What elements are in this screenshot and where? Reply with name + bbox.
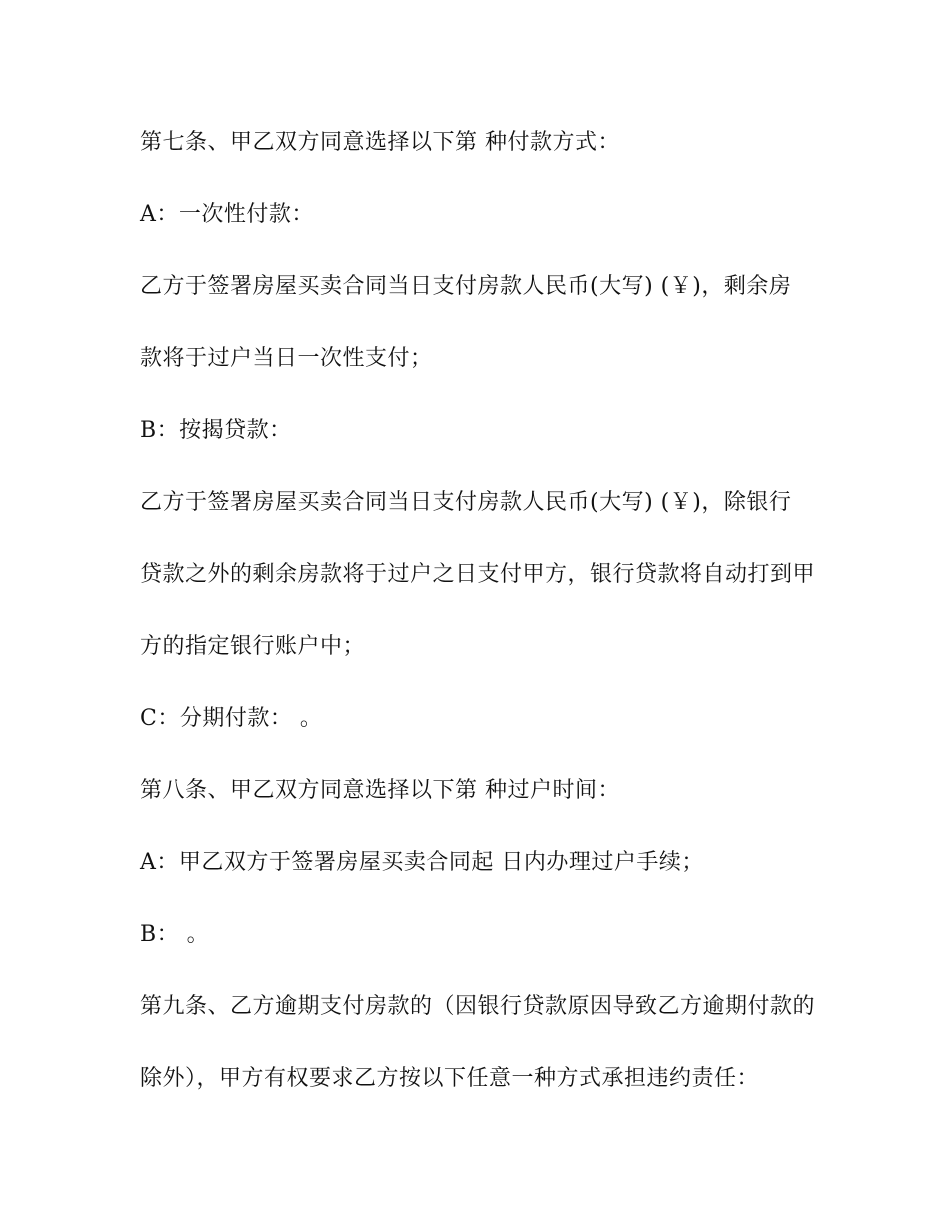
paragraph-line: 贷款之外的剩余房款将于过户之日支付甲方，银行贷款将自动打到甲 <box>140 562 816 587</box>
option-a-one-time-payment: A：一次性付款： <box>140 202 314 227</box>
article-7-heading: 第七条、甲乙双方同意选择以下第 种付款方式： <box>140 130 620 155</box>
paragraph-line: 款将于过户当日一次性支付； <box>140 346 433 371</box>
article-8-heading: 第八条、甲乙双方同意选择以下第 种过户时间： <box>140 778 620 803</box>
article-9-heading: 第九条、乙方逾期支付房款的（因银行贷款原因导致乙方逾期付款的 <box>140 994 816 1019</box>
paragraph-line: 乙方于签署房屋买卖合同当日支付房款人民币(大写) (￥)，剩余房 <box>140 274 792 299</box>
option-c-installments: C：分期付款： 。 <box>140 706 323 731</box>
option-b-mortgage: B：按揭贷款： <box>140 418 292 443</box>
paragraph-line: 除外），甲方有权要求乙方按以下任意一种方式承担违约责任： <box>140 1066 760 1091</box>
paragraph-line: B： 。 <box>140 922 210 947</box>
paragraph-line: A：甲乙双方于签署房屋买卖合同起 日内办理过户手续； <box>140 850 704 875</box>
paragraph-line: 方的指定银行账户中； <box>140 634 366 659</box>
paragraph-line: 乙方于签署房屋买卖合同当日支付房款人民币(大写) (￥)，除银行 <box>140 490 792 515</box>
